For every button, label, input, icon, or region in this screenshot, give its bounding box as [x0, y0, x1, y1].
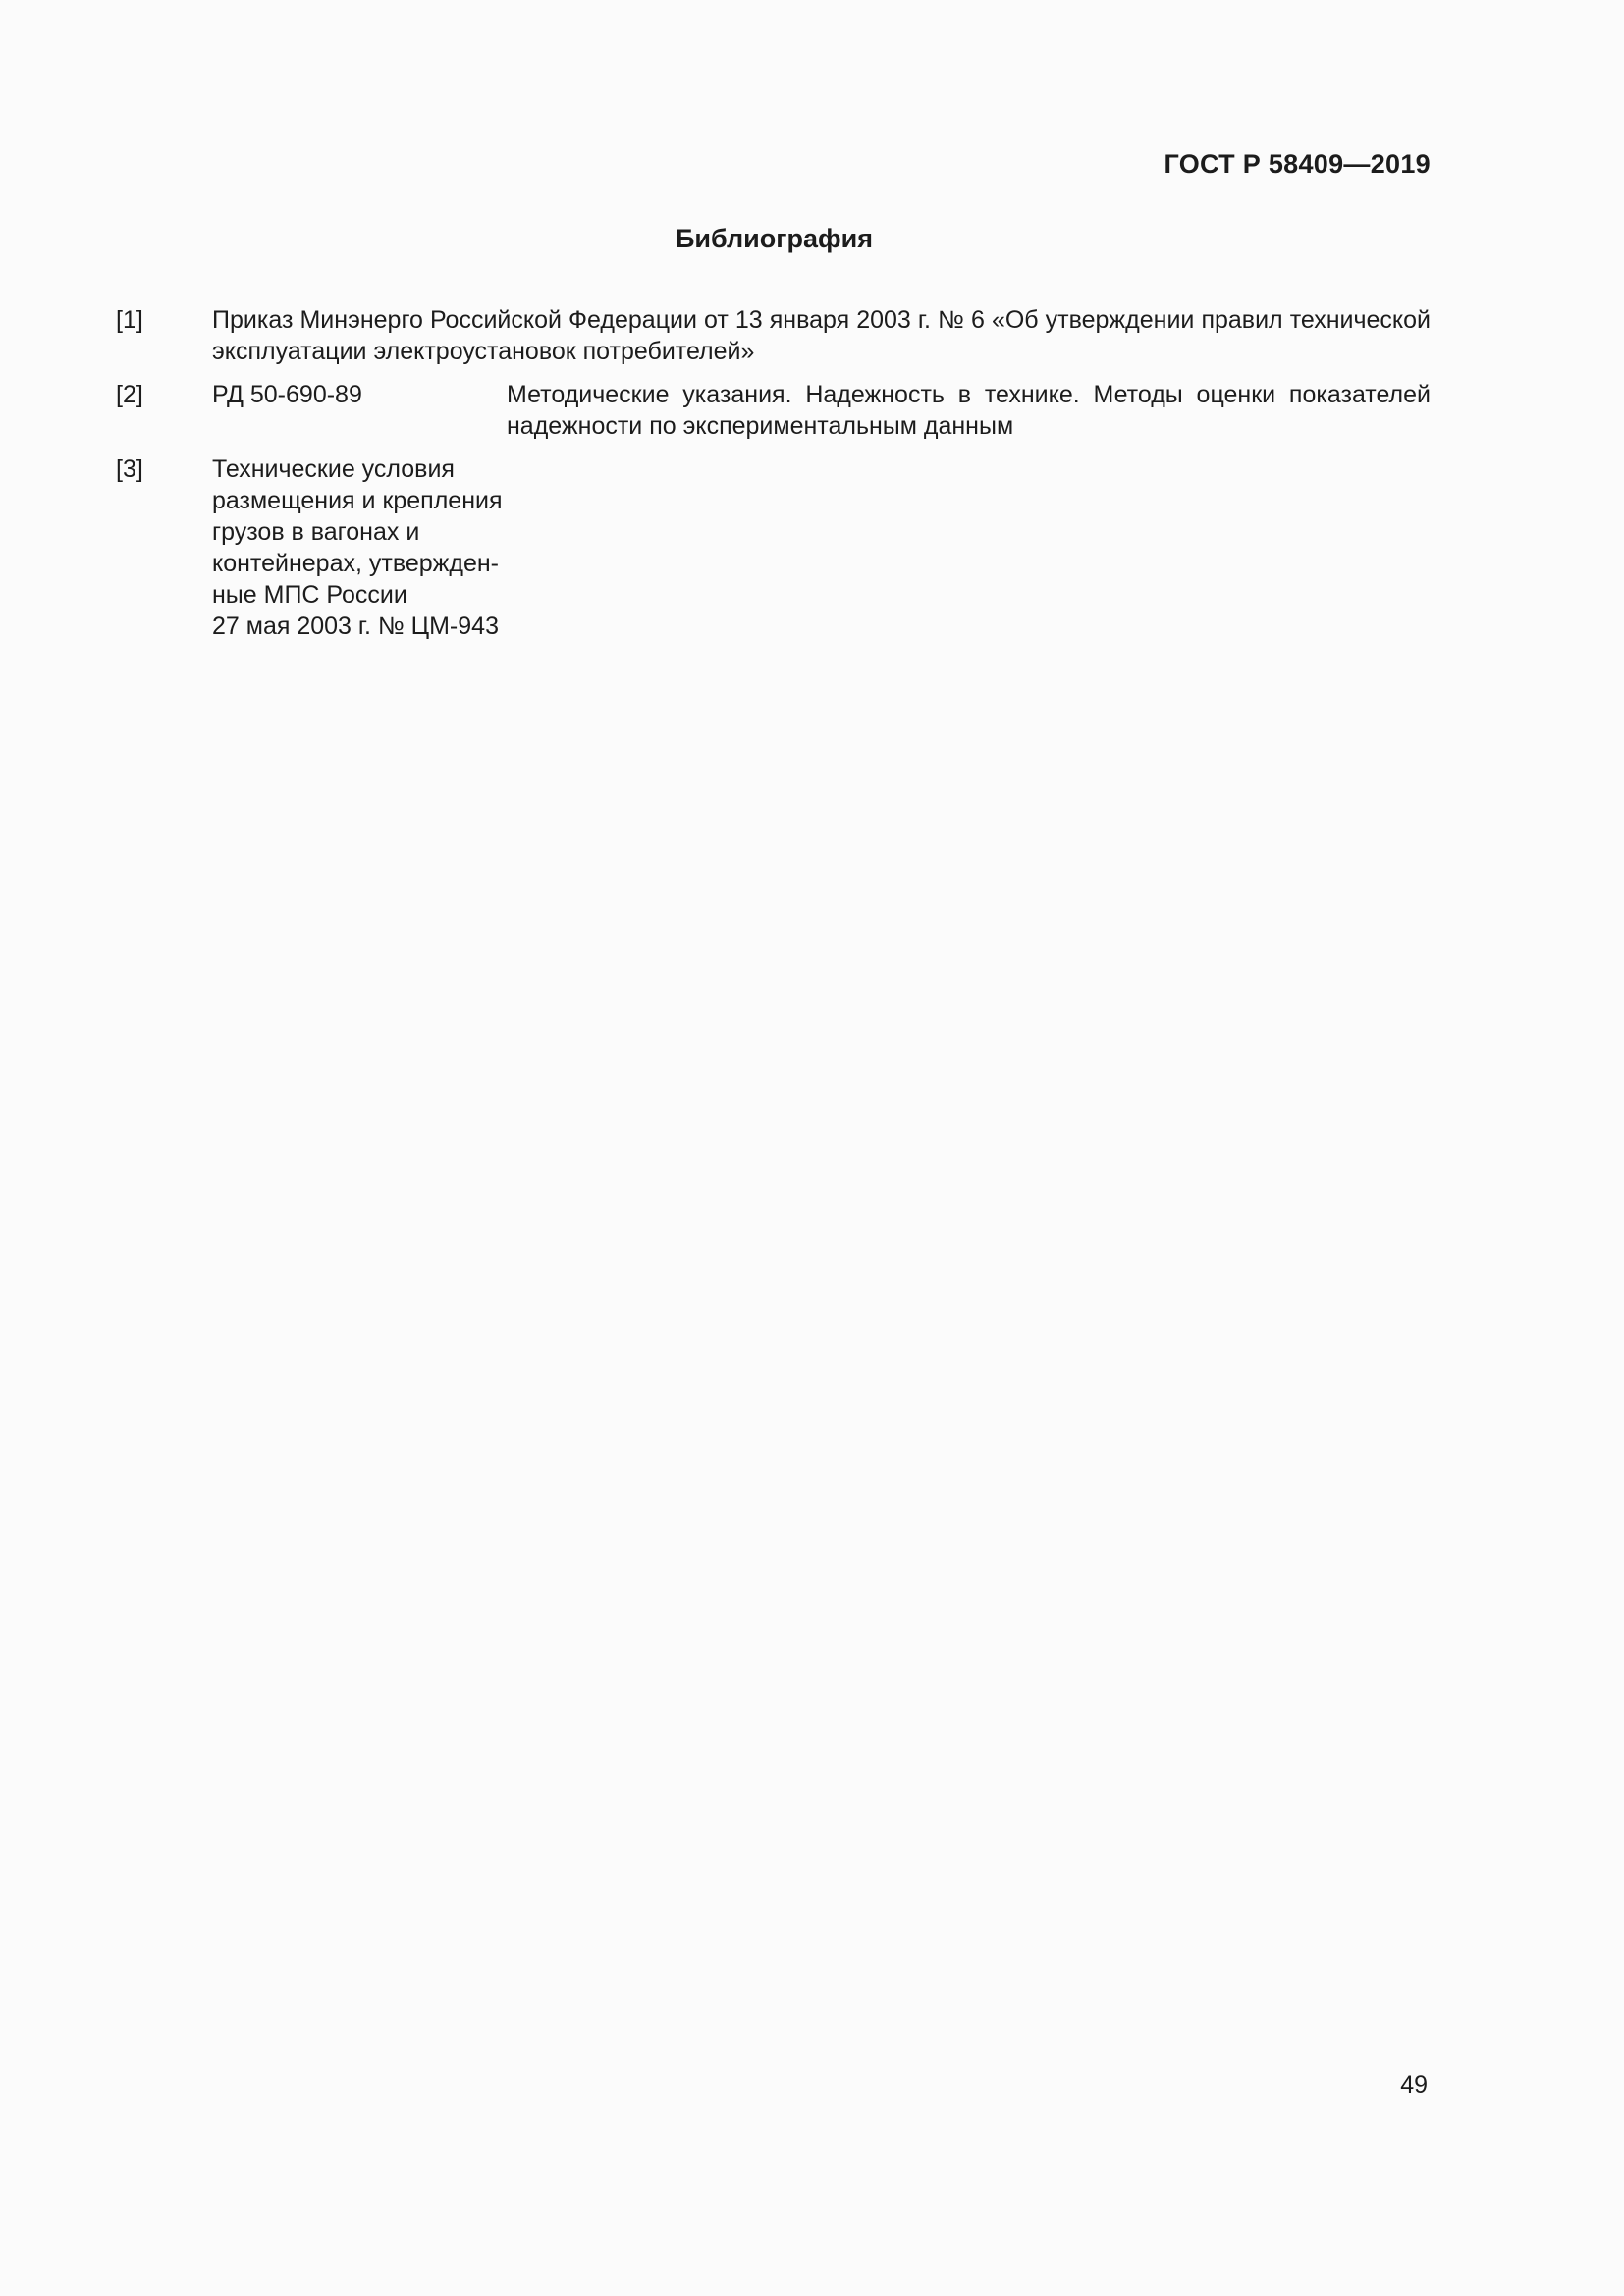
entry-text: Приказ Минэнерго Российской Федерации от 13 января 2003 г. № 6 «Об утверждении правил технической эксплуатации электроустановок потребителей»: [212, 306, 1431, 365]
entry-code: РД 50-690-89: [212, 381, 362, 408]
section-title: Библиография: [676, 224, 873, 253]
bibliography-entry: [116, 379, 1431, 442]
entry-text: Методические указания. Надежность в технике. Методы оценки показателей надежности по экспериментальным данным: [507, 381, 1431, 440]
bibliography-entry: [116, 304, 1431, 367]
entry-number: [2]: [116, 381, 143, 408]
entry-text: Технические условия размещения и крепления грузов в вагонах и контейнерах, утвержден- ные МПС России 27 мая 2003 г. № ЦМ-943: [212, 455, 503, 640]
entry-number: [3]: [116, 455, 143, 483]
page-number: 49: [1400, 2071, 1428, 2099]
entry-number: [1]: [116, 306, 143, 334]
bibliography-list: [116, 304, 1431, 654]
bibliography-entry: [116, 454, 1431, 642]
document-code: ГОСТ Р 58409—2019: [1164, 149, 1431, 179]
